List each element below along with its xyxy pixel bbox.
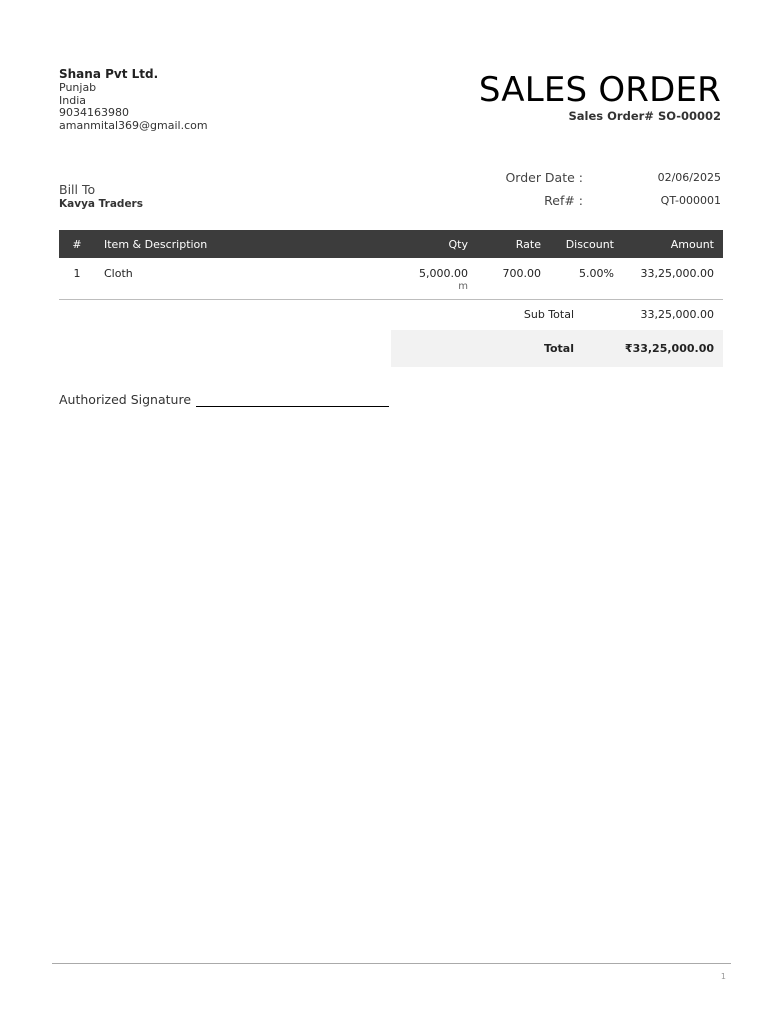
row-unit: m	[458, 281, 468, 292]
company-name: Shana Pvt Ltd.	[59, 67, 159, 81]
header-description: Item & Description	[95, 230, 379, 258]
subtotal-value: 33,25,000.00	[640, 307, 714, 321]
ref-value: QT-000001	[660, 194, 721, 207]
subtotal-row	[391, 299, 723, 329]
bill-to	[59, 182, 143, 210]
totals-block	[391, 299, 723, 367]
row-rate: 700.00	[477, 258, 550, 300]
row-qty: 5,000.00	[419, 267, 468, 280]
ref-row	[461, 189, 721, 212]
signature-block	[59, 392, 389, 407]
header-rate: Rate	[477, 230, 550, 258]
company-phone: 9034163980	[59, 106, 129, 120]
signature-label: Authorized Signature	[59, 392, 192, 407]
order-date-label: Order Date :	[505, 170, 583, 185]
order-date-value: 02/06/2025	[657, 171, 721, 184]
header-amount: Amount	[623, 230, 723, 258]
row-amount: 33,25,000.00	[623, 258, 723, 300]
total-row	[391, 330, 723, 367]
page-number: 1	[720, 972, 726, 981]
row-discount: 5.00%	[550, 258, 623, 300]
document-header	[479, 70, 721, 123]
company-country: India	[59, 93, 86, 107]
row-qty-cell	[379, 258, 477, 300]
ref-label: Ref# :	[544, 193, 583, 208]
document-title: SALES ORDER	[478, 70, 721, 110]
row-description: Cloth	[95, 258, 379, 300]
company-info	[59, 68, 208, 133]
header-num: #	[59, 230, 95, 258]
total-value: ₹33,25,000.00	[624, 342, 714, 355]
signature-line	[196, 393, 389, 407]
order-date-row	[461, 166, 721, 189]
bill-to-name: Kavya Traders	[59, 198, 143, 210]
items-header-row	[59, 230, 723, 258]
company-state: Punjab	[59, 80, 97, 94]
subtotal-label: Sub Total	[523, 307, 574, 321]
row-num: 1	[59, 258, 95, 300]
bill-to-label: Bill To	[59, 182, 96, 197]
total-label: Total	[543, 342, 574, 355]
items-table	[59, 230, 723, 300]
footer-divider	[52, 963, 731, 964]
order-meta	[461, 166, 721, 212]
header-discount: Discount	[550, 230, 623, 258]
document-number: Sales Order# SO-00002	[568, 109, 721, 123]
table-row	[59, 258, 723, 300]
header-qty: Qty	[379, 230, 477, 258]
company-email: amanmital369@gmail.com	[59, 119, 208, 133]
